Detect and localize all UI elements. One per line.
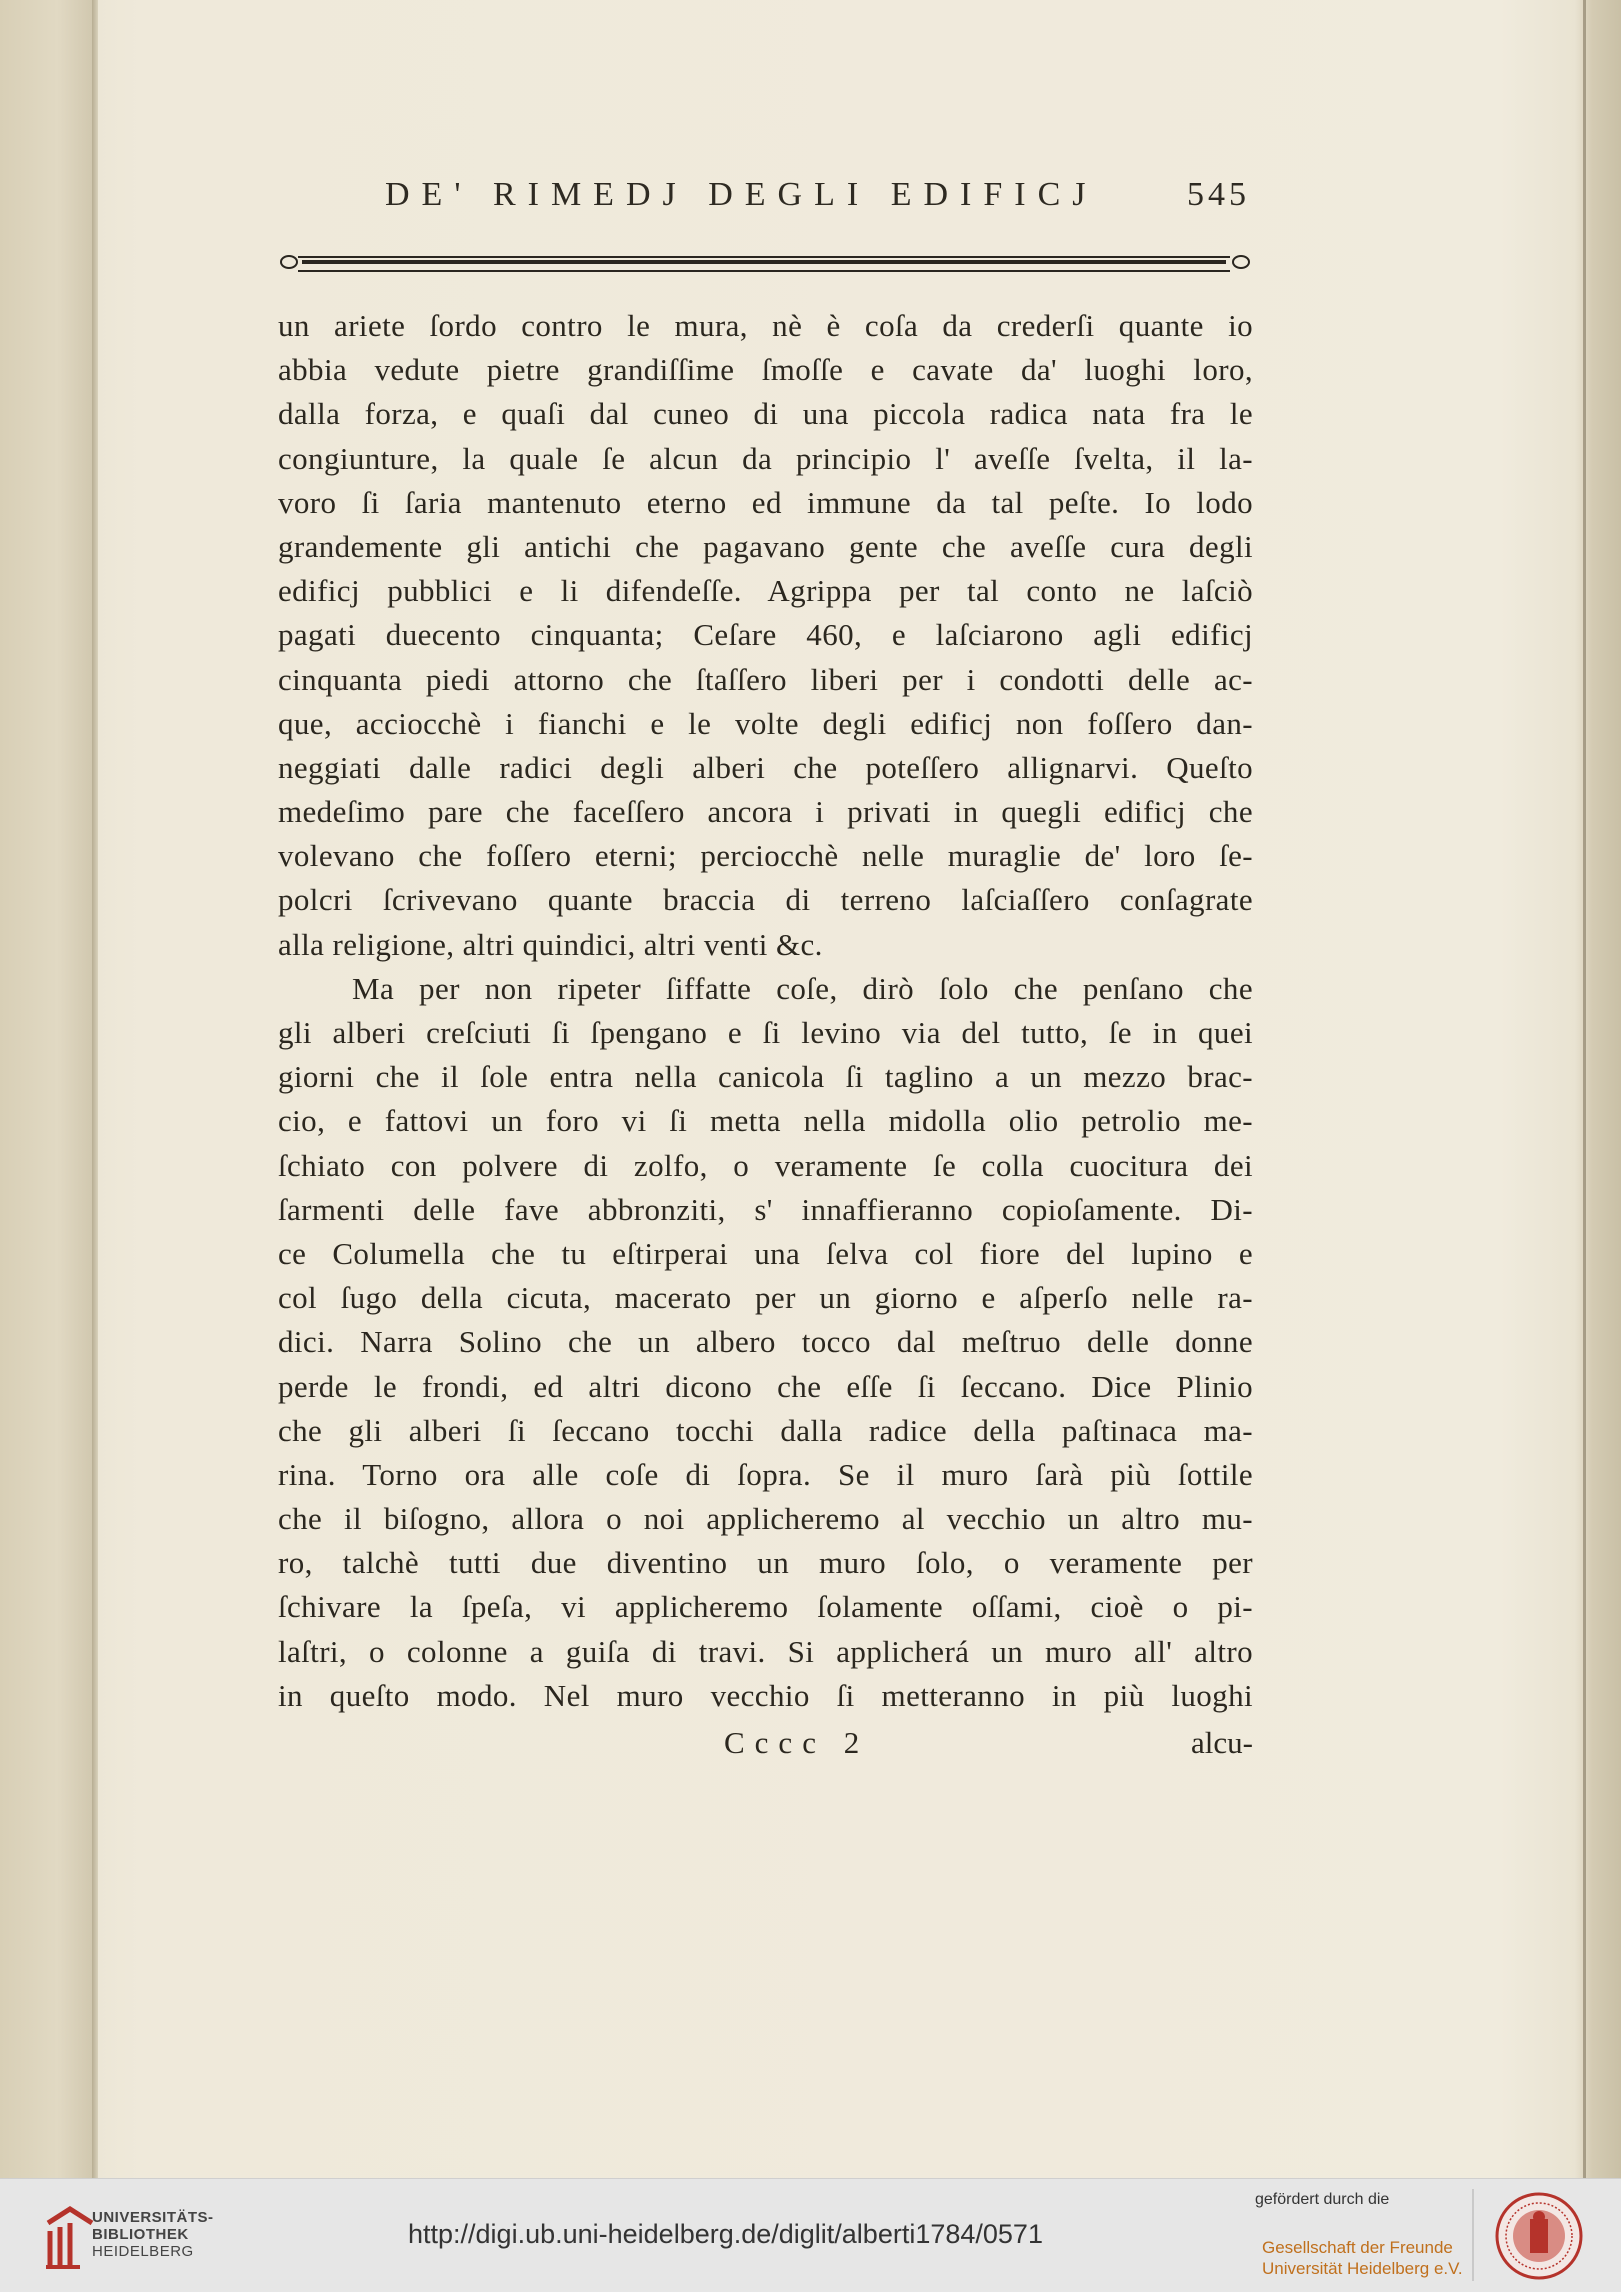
footer-divider — [1472, 2189, 1474, 2281]
text-line: perde le frondi, ed altri dicono che eſſe ſi ſeccano. Dice Plinio — [278, 1368, 1253, 1404]
text-line: dici. Narra Solino che un albero tocco dal meſtruo delle donne — [278, 1324, 1253, 1360]
text-line: che il biſogno, allora o noi applicheremo al vecchio un altro mu- — [278, 1501, 1253, 1537]
library-logo-icon[interactable] — [40, 2201, 100, 2271]
page-edge — [1583, 0, 1586, 2178]
text-line: abbia vedute pietre grandiſſime ſmoſſe e cavate da' luoghi loro, — [278, 352, 1253, 388]
text-line: ce Columella che tu eſtirperai una ſelva col fiore del lupino e — [278, 1235, 1253, 1271]
ornamental-rule — [280, 253, 1250, 271]
text-line: col ſugo della cicuta, macerato per un giorno e aſperſo nelle ra- — [278, 1280, 1253, 1316]
text-line: ſarmenti delle fave abbronziti, s' innaffieranno copioſamente. Di- — [278, 1191, 1253, 1227]
text-line: grandemente gli antichi che pagavano gente che aveſſe cura degli — [278, 528, 1253, 564]
text-line: Ma per non ripeter ſiffatte coſe, dirò ſolo che penſano che — [352, 970, 1253, 1006]
sponsor-name[interactable] — [1262, 2237, 1463, 2279]
rule-inner-bar — [302, 260, 1226, 264]
rule-outer-bar — [298, 256, 1230, 272]
rule-end-ornament — [1232, 255, 1250, 269]
facing-page-edge — [0, 0, 96, 2178]
binding-gutter — [92, 0, 98, 2178]
rule-end-ornament — [280, 255, 298, 269]
text-line: que, acciocchè i fianchi e le volte degli edificj non foſſero dan- — [278, 705, 1253, 741]
text-line: pagati duecento cinquanta; Ceſare 460, e laſciarono agli edificj — [278, 617, 1253, 653]
signature-line — [278, 1725, 1253, 1769]
text-line: alla religione, altri quindici, altri venti &c. — [278, 926, 823, 962]
text-line: voro ſi ſaria mantenuto eterno ed immune da tal peſte. Io lodo — [278, 484, 1253, 520]
university-seal-icon — [1494, 2191, 1584, 2281]
page-header — [280, 174, 1250, 224]
text-line: che gli alberi ſi ſeccano tocchi dalla radice della paſtinaca ma- — [278, 1412, 1253, 1448]
text-line: polcri ſcrivevano quante braccia di terreno laſciaſſero conſagrate — [278, 882, 1253, 918]
text-line: dalla forza, e quaſi dal cuneo di una piccola radica nata fra le — [278, 396, 1253, 432]
sponsor-label: gefördert durch die — [1255, 2191, 1390, 2208]
text-line: in queſto modo. Nel muro vecchio ſi metteranno in più luoghi — [278, 1677, 1253, 1713]
text-line: neggiati dalle radici degli alberi che poteſſero allignarvi. Queſto — [278, 749, 1253, 785]
text-line: giorni che il ſole entra nella canicola ſi taglino a un mezzo brac- — [278, 1059, 1253, 1095]
text-line: cio, e fattovi un foro vi ſi metta nella midolla olio petrolio me- — [278, 1103, 1253, 1139]
text-line: volevano che foſſero eterni; perciocchè nelle muraglie de' loro ſe- — [278, 838, 1253, 874]
text-line: rina. Torno ora alle coſe di ſopra. Se il muro ſarà più ſottile — [278, 1456, 1253, 1492]
text-line: ſchivare la ſpeſa, vi applicheremo ſolamente oſſami, cioè o pi- — [278, 1589, 1253, 1625]
text-line: ro, talchè tutti due diventino un muro ſolo, o veramente per — [278, 1545, 1253, 1581]
sponsor-name-line: Gesellschaft der Freunde — [1262, 2238, 1453, 2257]
library-name-line: BIBLIOTHEK — [92, 2226, 189, 2243]
text-line: congiunture, la quale ſe alcun da principio l' aveſſe ſvelta, il la- — [278, 440, 1253, 476]
footer-bar — [0, 2178, 1621, 2292]
page-number: 545 — [1187, 176, 1250, 213]
library-name-line: HEIDELBERG — [92, 2243, 194, 2260]
running-head: DE' RIMEDJ DEGLI EDIFICJ — [385, 176, 1098, 213]
catchword: alcu- — [1191, 1725, 1253, 1760]
permalink-url[interactable]: http://digi.ub.uni-heidelberg.de/diglit/alberti1784/0571 — [408, 2219, 1043, 2249]
text-line: cinquanta piedi attorno che ſtaſſero liberi per i condotti delle ac- — [278, 661, 1253, 697]
text-line: ſchiato con polvere di zolfo, o veramente ſe colla cuocitura dei — [278, 1147, 1253, 1183]
text-line: medeſimo pare che faceſſero ancora i privati in quegli edificj che — [278, 794, 1253, 830]
text-line: edificj pubblici e li difendeſſe. Agrippa per tal conto ne laſciò — [278, 573, 1253, 609]
text-line: gli alberi creſciuti ſi ſpengano e ſi levino via del tutto, ſe in quei — [278, 1015, 1253, 1050]
sponsor-name-line: Universität Heidelberg e.V. — [1262, 2259, 1463, 2278]
library-name-line: UNIVERSITÄTS- — [92, 2209, 214, 2226]
text-line: un ariete ſordo contro le mura, nè è coſa da crederſi quante io — [278, 308, 1253, 343]
library-name — [92, 2209, 214, 2260]
body-text — [278, 304, 1253, 1718]
text-line: laſtri, o colonne a guiſa di travi. Si applicherá un muro all' altro — [278, 1633, 1253, 1669]
signature-mark: Cccc 2 — [724, 1725, 870, 1760]
